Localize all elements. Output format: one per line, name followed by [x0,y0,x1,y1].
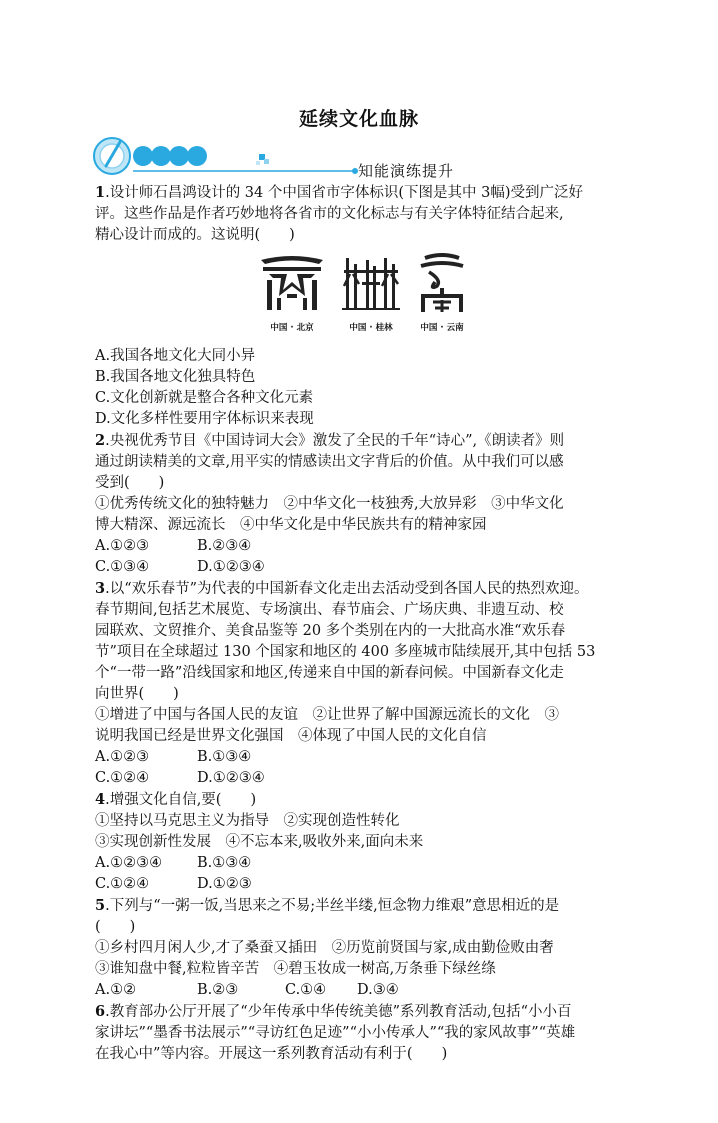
question-number: 6 [95,1003,106,1020]
option: B.①③④ [197,749,252,765]
question-list [95,182,625,1065]
option: C.①②④ [95,770,150,786]
question-3: 3.以“欢乐春节”为代表的中国新春文化走出去活动受到各国人民的热烈欢迎。 春节期间,包括艺术展览、专场演出、春节庙会、广场庆典、非遗互动、校 园联欢、文贸推介、美食品鉴等 20 多个类别在内的一大批高水准“欢乐春 节”项目在全球超过 130 个国家和地区的 400 多座城市陆续展开,其中包括 53 个“一带一路”沿线国家和地区,传递来自中国的新春问候。中国新春文化走 向世界( ) ①增进了中国与各国人民的友谊 ②让世界了解中国源远流长的文化 ③ 说明我国已经是世界文化强国 ④体现了中国人民的文化自信 A.①②③ B.①③④ C.①②④ D.①②③④ [95,578,625,789]
question-2: 2.央视优秀节目《中国诗词大会》激发了全民的千年“诗心”,《朗读者》则 通过朗读精美的文章,用平实的情感读出文字背后的价值。从中我们可以感 受到( ) ①优秀传统文化的独特魅力 ②中华文化一枝独秀,大放异彩 ③中华文化 博大精深、源远流长 ④中华文化是中华民族共有的精神家园 A.①②③ B.②③④ C.①③④ D.①②③④ [95,430,625,578]
yunnan-logo: 中国 · 云南 [407,250,477,339]
guilin-logo: 中国 · 桂林 [336,250,406,339]
option: B.②③④ [197,538,252,554]
question-5: 5.下列与“一粥一饭,当思来之不易;半丝半缕,恒念物力维艰”意思相近的是 ( ) ①乡村四月闲人少,才了桑蚕又插田 ②历览前贤国与家,成由勤俭败由奢 ③谁知盘中餐,粒粒皆辛苦 ④碧玉妆成一树高,万条垂下绿丝绦 A.①② B.②③ C.①④ D.③④ [95,895,625,1001]
beijing-logo-icon [257,250,327,314]
option: D.①②③④ [197,559,265,575]
beijing-logo: 中国 · 北京 [257,250,327,339]
question-6: 6.教育部办公厅开展了“少年传承中华传统美德”系列教育活动,包括“小小百 家讲坛”“墨香书法展示”“寻访红色足迹”“小小传承人”“我的家风故事”“英雄 在我心中”等内容。开展这一系列教育活动有利于( ) [95,1003,576,1062]
option: C.①②④ [95,876,150,892]
question-number: 3 [95,580,106,597]
option: B.我国各地文化独具特色 [95,369,256,385]
option: C.文化创新就是整合各种文化元素 [95,390,314,406]
question-number: 5 [95,897,106,914]
question-number: 1 [95,184,106,201]
option: C.①③④ [95,559,150,575]
page-title: 延续文化血脉 [298,108,419,130]
option: A.我国各地文化大同小异 [95,348,256,364]
option: A.①②③④ [95,855,163,871]
yunnan-logo-icon [407,250,477,314]
section-label: 知能演练提升 [358,162,455,180]
option: B.①③④ [197,855,252,871]
option: B.②③ [197,982,239,998]
question-1: 1.设计师石昌鸿设计的 34 个中国省市字体标识(下图是其中 3幅)受到广泛好 评。这些作品是作者巧妙地将各省市的文化标志与有关字体特征结合起来, 精心设计而成的。这说明( ) 中国 · 北京 中国 · 桂林 中国 · 云南 A.我国各地文化大同小异 B.我国各地文化独具特色 C.文化创新就是整合各种文化元素 D.文化多样性要用字体标识来表现 [95,182,625,430]
question-4: 4.增强文化自信,要( ) ①坚持以马克思主义为指导 ②实现创造性转化 ③实现创新性发展 ④不忘本来,吸收外来,面向未来 A.①②③④ B.①③④ C.①②④ D.①②③ [95,789,625,895]
option: D.①②③④ [197,770,265,786]
guilin-logo-icon [336,250,406,314]
option: D.文化多样性要用字体标识来表现 [95,411,314,427]
question-number: 2 [95,432,106,449]
option: D.①②③ [197,876,252,892]
option: A.①② [95,982,137,998]
option: D.③④ [357,982,399,998]
question-number: 4 [95,791,106,808]
option: A.①②③ [95,538,150,554]
city-logo-figure [95,246,625,346]
option: C.①④ [285,982,327,998]
option: A.①②③ [95,749,150,765]
